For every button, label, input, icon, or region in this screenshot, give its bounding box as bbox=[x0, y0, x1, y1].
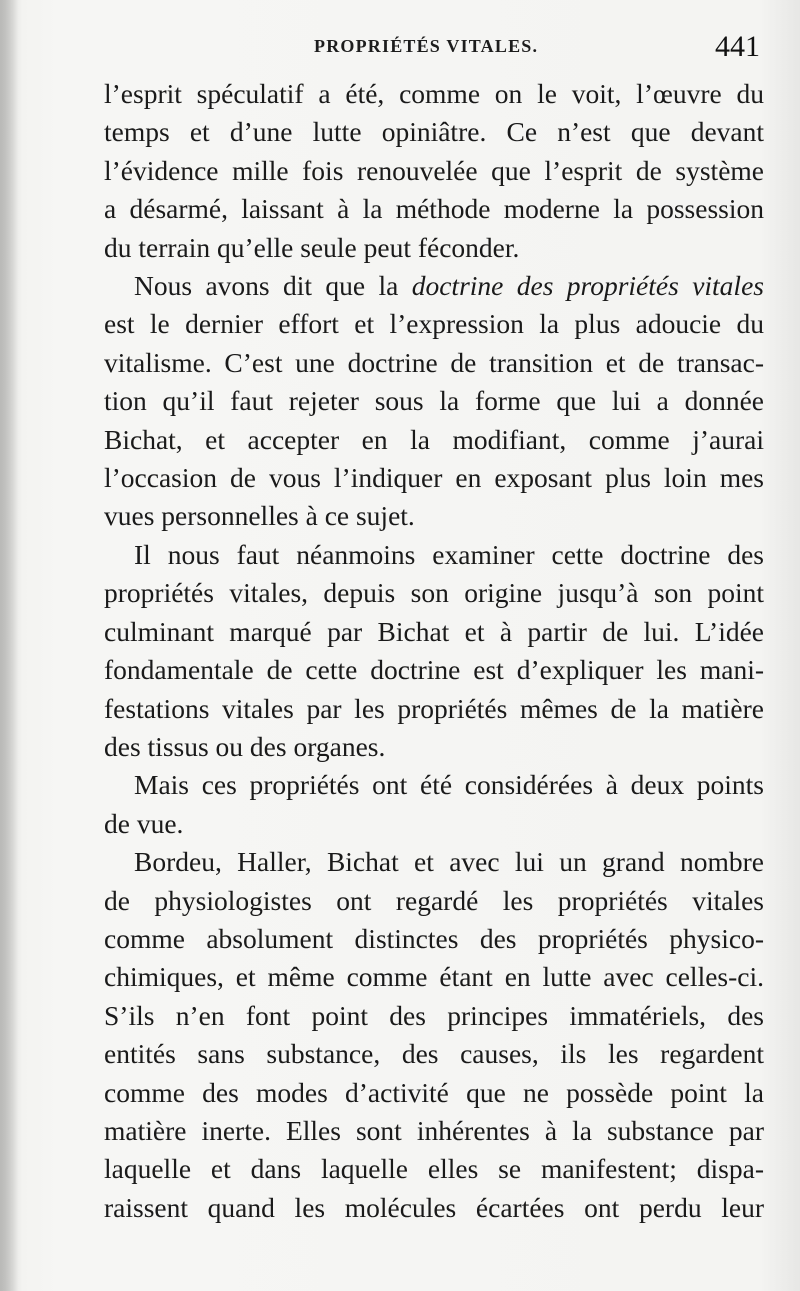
body-text bbox=[104, 75, 764, 1227]
text-line: raissent quand les molécules écartées ont perdu leur bbox=[104, 1191, 764, 1223]
paragraph-5 bbox=[104, 843, 764, 1227]
text-line: comme des modes d’activité que ne possède point la bbox=[104, 1076, 764, 1108]
text-line: a désarmé, laissant à la méthode moderne la possession bbox=[104, 193, 764, 225]
text-line: fondamentale de cette doctrine est d’expliquer les mani- bbox=[104, 654, 764, 686]
paragraph-3 bbox=[104, 536, 764, 766]
text-line: comme absolument distinctes des propriétés physico- bbox=[104, 922, 764, 954]
text-line: laquelle et dans laquelle elles se manifestent; dispa- bbox=[104, 1153, 764, 1185]
text-line: entités sans substance, des causes, ils les regardent bbox=[104, 1038, 764, 1070]
text-line: matière inerte. Elles sont inhérentes à la substance par bbox=[104, 1114, 764, 1146]
text-line: festations vitales par les propriétés mêmes de la matière bbox=[104, 692, 764, 724]
text-line: culminant marqué par Bichat et à partir de lui. L’idée bbox=[104, 615, 764, 647]
paragraph-1 bbox=[104, 75, 764, 267]
paragraph-2 bbox=[104, 267, 764, 536]
text-line: est le dernier effort et l’expression la plus adoucie du bbox=[104, 308, 764, 340]
text-line: tion qu’il faut rejeter sous la forme que lui a donnée bbox=[104, 385, 764, 417]
text-line: Bordeu, Haller, Bichat et avec lui un grand nombre bbox=[134, 846, 764, 878]
text-line: de vue. bbox=[104, 807, 184, 839]
text-line: l’occasion de vous l’indiquer en exposant plus loin mes bbox=[104, 462, 764, 494]
text-line: l’esprit spéculatif a été, comme on le voit, l’œuvre du bbox=[104, 78, 764, 109]
text-line: Bichat, et accepter en la modifiant, comme j’aurai bbox=[104, 423, 764, 455]
text-line-mixed bbox=[104, 267, 764, 305]
italic-phrase: doctrine des propriétés vitales bbox=[411, 270, 764, 302]
text-line: vitalisme. C’est une doctrine de transition et de transac- bbox=[104, 346, 764, 378]
text-line: du terrain qu’elle seule peut féconder. bbox=[104, 231, 520, 263]
running-title: PROPRIÉTÉS VITALES. bbox=[314, 36, 539, 56]
page-number: 441 bbox=[715, 30, 760, 63]
text-line: de physiologistes ont regardé les propriétés vitales bbox=[104, 884, 764, 916]
text-run: Nous avons dit que la bbox=[134, 270, 412, 302]
binding-shadow bbox=[0, 0, 18, 1291]
text-line: l’évidence mille fois renouvelée que l’esprit de système bbox=[104, 154, 764, 186]
text-line: des tissus ou des organes. bbox=[104, 730, 386, 762]
text-line: temps et d’une lutte opiniâtre. Ce n’est que devant bbox=[104, 116, 764, 148]
text-line: chimiques, et même comme étant en lutte avec celles-ci. bbox=[104, 961, 764, 993]
text-line: vues personnelles à ce sujet. bbox=[104, 500, 415, 532]
page-header bbox=[104, 30, 764, 70]
text-line: Il nous faut néanmoins examiner cette doctrine des bbox=[134, 538, 764, 570]
paragraph-4 bbox=[104, 766, 764, 843]
text-line: Mais ces propriétés ont été considérées à deux points bbox=[134, 769, 764, 801]
text-line: S’ils n’en font point des principes immatériels, des bbox=[104, 999, 764, 1031]
text-line: propriétés vitales, depuis son origine jusqu’à son point bbox=[104, 577, 764, 609]
